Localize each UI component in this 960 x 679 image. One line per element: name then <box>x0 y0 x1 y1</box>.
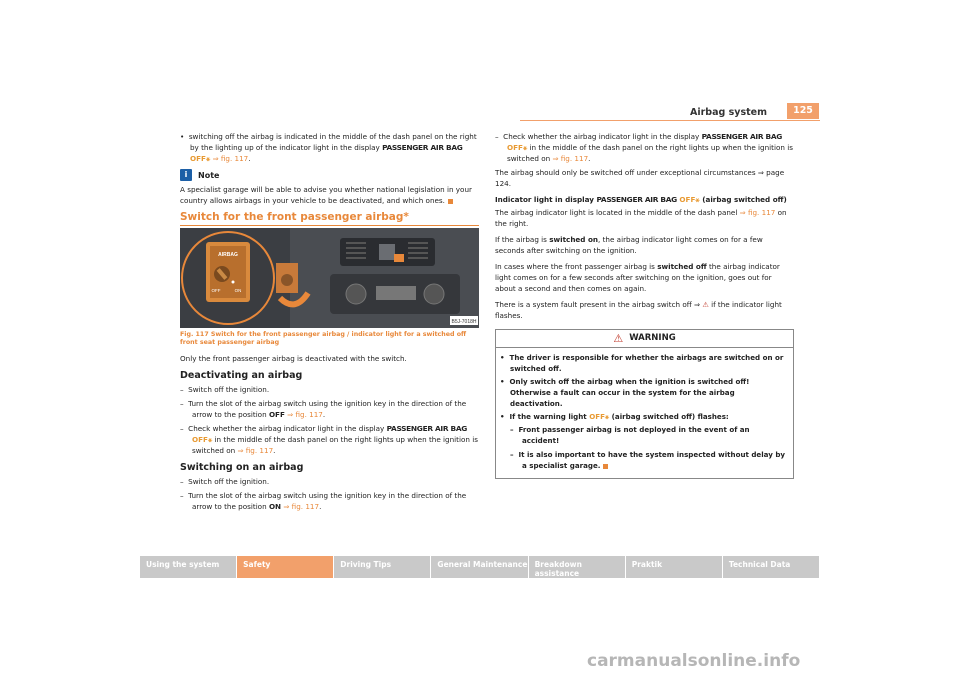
deact-step-1: – Switch off the ignition. <box>180 385 270 394</box>
airbag-off-icon: ⚹ <box>205 154 211 163</box>
warning-body <box>496 348 793 478</box>
fig-ref-link[interactable]: ⇒ fig. 117 <box>212 154 249 163</box>
p4-bold: switched off <box>657 262 707 271</box>
figure-caption: Fig. 117 Switch for the front passenger airbag / indicator light for a switched off front seat passenger airbag <box>180 331 467 346</box>
p1-text: The airbag should only be switched off under exceptional circumstances <box>495 168 756 177</box>
page-header-title: Airbag system <box>690 107 767 118</box>
p3-bold: switched on <box>549 235 599 244</box>
activating-title: Switching on an airbag <box>180 462 304 473</box>
figure-code: B5J-7018H <box>451 319 477 325</box>
p2 <box>495 207 794 229</box>
figure-117 <box>180 228 479 328</box>
airbag-off-icon: ⚹ <box>207 435 213 444</box>
tab-praktik[interactable]: Praktik <box>626 556 723 578</box>
tab-driving-tips[interactable]: Driving Tips <box>334 556 431 578</box>
deact-step-1-text: Switch off the ignition. <box>188 385 270 394</box>
p3-b: , the airbag indicator light comes on for a few seconds after switching on the ignition. <box>495 235 763 255</box>
p5-a: There is a system fault present in the airbag switch off ⇒ <box>495 300 701 309</box>
off-label: OFF <box>589 412 605 421</box>
check-step: – Check whether the airbag indicator light in the display PASSENGER AIR BAG OFF⚹ in the middle of the dash panel on the right lights up when the ignition is switched on ⇒ fig. 117. <box>495 132 793 163</box>
indicator-heading <box>495 194 794 205</box>
off-label: OFF <box>190 154 206 163</box>
p4-b: the airbag indicator light comes on for a few seconds after switching on the ignition, goes out for about a second and then comes on again. <box>495 262 780 293</box>
passenger-airbag-label: PASSENGER AIR BAG <box>596 195 677 204</box>
note-text: A specialist garage will be able to advise you whether national legislation in your country allows airbags in your vehicle to be deactivated, and which ones. <box>180 185 472 205</box>
airbag-off-icon: ⚹ <box>604 412 610 421</box>
p3-a: If the airbag is <box>495 235 547 244</box>
fig-ref-link[interactable]: ⇒ fig. 117 <box>739 208 776 217</box>
deact-step-2: – Turn the slot of the airbag switch using the ignition key in the direction of the arrow to the position OFF ⇒ fig. 117. <box>180 399 467 419</box>
off-label: OFF <box>507 143 523 152</box>
page-ref[interactable]: ⇒ page 124. <box>495 168 785 188</box>
passenger-airbag-label: PASSENGER AIR BAG <box>386 424 468 433</box>
right-column <box>495 131 794 479</box>
indicator-heading-a: Indicator light in display <box>495 195 594 204</box>
warning-triangle-icon: ⚠ <box>702 300 709 309</box>
tab-technical-data[interactable]: Technical Data <box>723 556 820 578</box>
page-number: 125 <box>787 103 819 119</box>
warning-sub-2: – It is also important to have the system inspected without delay by a specialist garage. <box>510 450 786 470</box>
tab-breakdown-assistance[interactable]: Breakdown assistance <box>529 556 626 578</box>
act-step-1-text: Switch off the ignition. <box>188 477 270 486</box>
tab-using-the-system[interactable]: Using the system <box>140 556 237 578</box>
warning-item-3-b: (airbag switched off) flashes: <box>611 412 729 421</box>
indicator-heading-b: (airbag switched off) <box>702 195 787 204</box>
fig-ref-link[interactable]: ⇒ fig. 117 <box>237 446 274 455</box>
note-text-paragraph <box>180 184 479 206</box>
tab-safety[interactable]: Safety <box>237 556 334 578</box>
p2-b-text: on the right. <box>495 208 787 228</box>
note-icon: i <box>180 169 192 181</box>
end-marker-icon <box>448 199 453 204</box>
airbag-off-icon: ⚹ <box>522 143 528 152</box>
switch-on-label: ON <box>234 288 242 293</box>
warning-sub-1-text: Front passenger airbag is not deployed in the event of an accident! <box>518 425 750 445</box>
warning-item-3-a: If the warning light <box>509 412 587 421</box>
section-title: Switch for the front passenger airbag* <box>180 212 479 226</box>
act-step-1: – Switch off the ignition. <box>180 477 270 486</box>
p4-a: In cases where the front passenger airbag is <box>495 262 655 271</box>
warning-item-2: • Only switch off the airbag when the ignition is switched off! Otherwise a fault can occur in the system for the airbag deactivation. <box>500 377 750 408</box>
deact-step-3b-text: the middle of the dash panel on the right lights up when the ignition is switched on <box>192 435 478 455</box>
watermark: carmanualsonline.info <box>587 651 801 671</box>
airbag-off-icon: ⚹ <box>695 195 700 204</box>
deact-step-2-text: Turn the slot of the airbag switch using the ignition key in the direction of the arrow to the position <box>188 399 467 419</box>
fig-ref-link[interactable]: ⇒ fig. 117 <box>552 154 589 163</box>
off-label: OFF <box>192 435 208 444</box>
end-marker-icon <box>603 464 608 469</box>
act-step-2: – Turn the slot of the airbag switch using the ignition key in the direction of the arrow to the position ON ⇒ fig. 117. <box>180 491 467 511</box>
warning-sub-2-text: It is also important to have the system inspected without delay by a specialist garage. <box>518 450 786 470</box>
tab-general-maintenance[interactable]: General Maintenance <box>431 556 528 578</box>
warning-title: WARNING <box>629 333 676 343</box>
p5 <box>495 299 794 321</box>
warning-item-3: • If the warning light OFF⚹ (airbag switched off) flashes: <box>500 412 729 421</box>
p2-text: The airbag indicator light is located in the middle of the dash panel <box>495 208 738 217</box>
deact-step-3-text: Check whether the airbag indicator light in the display <box>188 424 385 433</box>
warning-item-2-text: Only switch off the airbag when the ignition is switched off! Otherwise a fault can occur in the system for the airbag deactivation. <box>509 377 750 408</box>
warning-sub-1: – Front passenger airbag is not deployed in the event of an accident! <box>510 425 750 445</box>
p4 <box>495 261 794 294</box>
p5-b: if the indicator light flashes. <box>495 300 782 320</box>
p3 <box>495 234 794 256</box>
intro-text: Only the front passenger airbag is deactivated with the switch. <box>180 354 407 363</box>
fig-ref-link[interactable]: ⇒ fig. 117 <box>287 410 323 419</box>
bullet-text: switching off the airbag is indicated in the middle of the dash panel on the right by the lighting up of the indicator light in the display <box>188 132 477 152</box>
act-step-2-text: Turn the slot of the airbag switch using the ignition key in the direction of the arrow to the position <box>188 491 467 511</box>
deact-step-3: – Check whether the airbag indicator light in the display PASSENGER AIR BAG OFF⚹ in the middle of the dash panel on the right lights up when the ignition is switched on ⇒ fig. 117. <box>180 424 478 455</box>
note-title: Note <box>198 170 220 180</box>
off-label: OFF <box>679 195 696 204</box>
warning-header <box>496 330 793 348</box>
deactivating-title: Deactivating an airbag <box>180 370 303 381</box>
passenger-airbag-label: PASSENGER AIR BAG <box>382 143 463 152</box>
left-column <box>180 131 479 515</box>
footer-nav <box>140 556 820 578</box>
bullet-paragraph: • switching off the airbag is indicated in the middle of the dash panel on the right by the lighting up of the indicator light in the display PASSENGER AIR BAG OFF⚹ ⇒ fig. 117. <box>180 132 477 163</box>
fig-ref-link[interactable]: ⇒ fig. 117 <box>283 502 320 511</box>
warning-box <box>495 329 794 479</box>
passenger-airbag-label: PASSENGER AIR BAG <box>701 132 783 141</box>
check-step-b-text: the middle of the dash panel on the right lights up when the ignition is switched on <box>507 143 793 163</box>
in-word: in <box>214 435 222 444</box>
warning-icon: ⚠ <box>613 332 624 345</box>
position-on: ON <box>268 502 282 511</box>
note-heading <box>180 169 479 181</box>
position-off: OFF <box>268 410 285 419</box>
switch-off-label: OFF <box>211 288 221 293</box>
p1 <box>495 167 794 189</box>
header-rule <box>520 120 820 121</box>
in-word: in <box>529 143 537 152</box>
check-step-text: Check whether the airbag indicator light in the display <box>503 132 700 141</box>
switch-label: AIRBAG <box>218 252 238 258</box>
warning-item-1-text: The driver is responsible for whether the airbags are switched on or switched off. <box>509 353 784 373</box>
warning-item-1: • The driver is responsible for whether the airbags are switched on or switched off. <box>500 353 784 373</box>
